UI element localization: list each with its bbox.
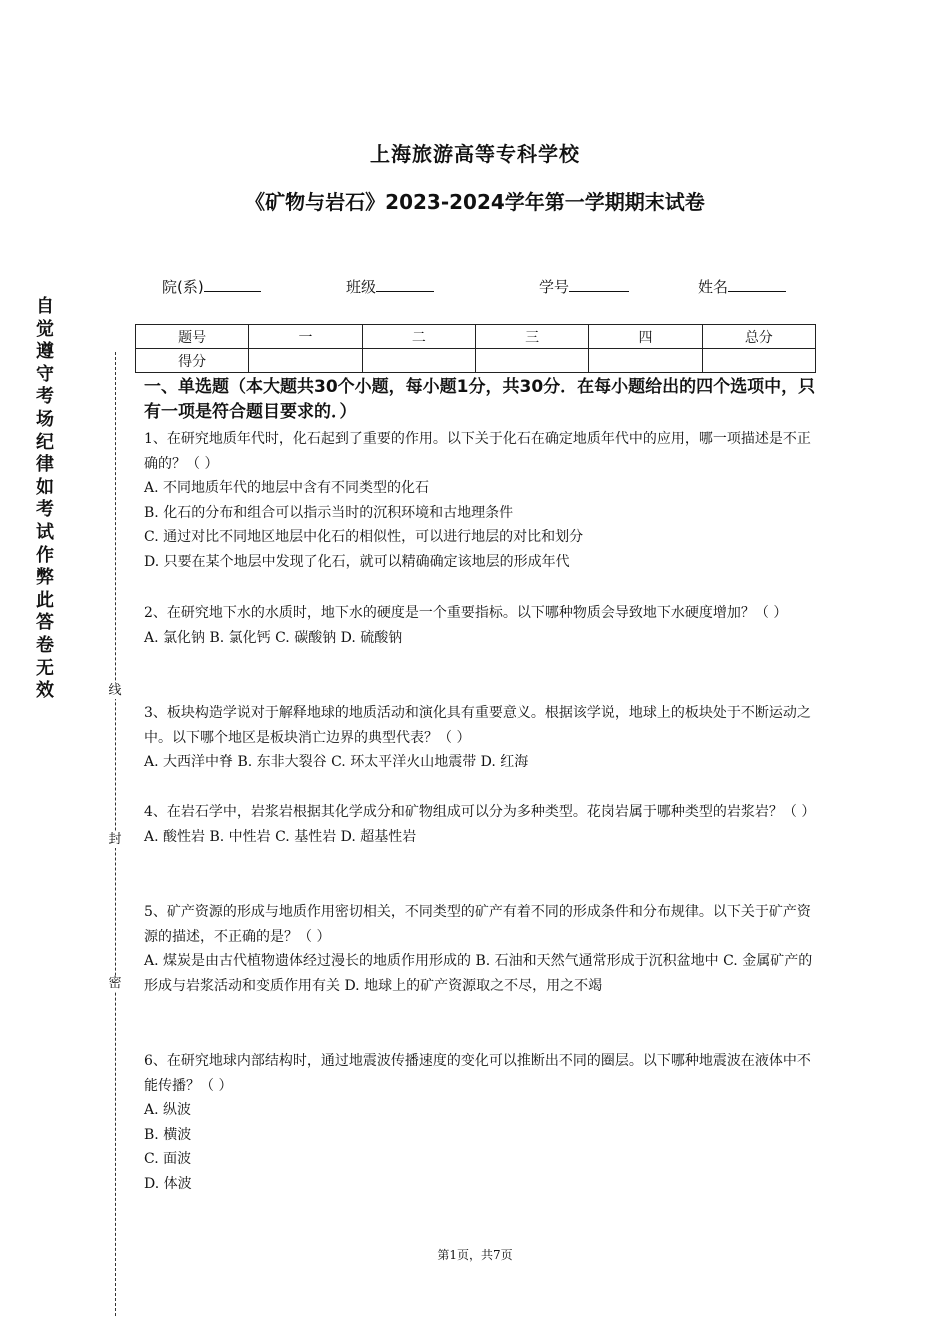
page-number: 第1页，共7页	[437, 1248, 513, 1262]
name-blank[interactable]	[728, 277, 786, 292]
class-label: 班级	[346, 278, 377, 296]
exam-title: 《矿物与岩石》2023-2024学年第一学期期末试卷	[245, 190, 705, 214]
name-label: 姓名	[698, 278, 729, 296]
answer-option: A. 不同地质年代的地层中含有不同类型的化石	[144, 480, 430, 496]
side-notice: 自觉遵守考场纪律如考试作弊此答卷无效	[36, 296, 54, 702]
score-header-cell: 题号	[136, 325, 249, 349]
answer-options: A. 大西洋中脊 B. 东非大裂谷 C. 环太平洋火山地震带 D. 红海	[144, 754, 529, 770]
question-4	[144, 800, 824, 849]
answer-option: D. 只要在某个地层中发现了化石，就可以精确确定该地层的形成年代	[144, 553, 570, 570]
seal-mark-secret: 密	[108, 976, 122, 991]
department-label: 院(系)	[162, 278, 204, 296]
student-id-blank[interactable]	[569, 277, 629, 292]
answer-options: A. 氯化钠 B. 氯化钙 C. 碳酸钠 D. 硫酸钠	[144, 629, 403, 646]
score-cell[interactable]	[362, 349, 475, 373]
answer-option: B. 横波	[144, 1126, 192, 1143]
score-header-cell: 三	[475, 325, 588, 349]
section-heading: 一、单选题（本大题共30个小题，每小题1分，共30分．在每小题给出的四个选项中，只有一项是符合题目要求的．）	[144, 377, 816, 422]
question-stem: 5、矿产资源的形成与地质作用密切相关，不同类型的矿产有着不同的形成条件和分布规律。以下关于矿产资源的描述，不正确的是？（ ）	[144, 904, 811, 945]
answer-option: C. 面波	[144, 1151, 192, 1167]
score-cell[interactable]	[589, 349, 702, 373]
score-cell[interactable]	[249, 349, 362, 373]
score-table	[135, 324, 816, 373]
score-cell[interactable]	[702, 349, 815, 373]
question-stem: 1、在研究地质年代时，化石起到了重要的作用。以下关于化石在确定地质年代中的应用，哪一项描述是不正确的？（ ）	[144, 431, 811, 472]
student-id-label: 学号	[539, 278, 570, 296]
seal-mark-seal: 封	[108, 832, 122, 847]
score-header-cell: 一	[249, 325, 362, 349]
score-row-label: 得分	[136, 349, 249, 373]
question-stem: 2、在研究地下水的水质时，地下水的硬度是一个重要指标。以下哪种物质会导致地下水硬度增加？（ ）	[144, 605, 788, 621]
class-blank[interactable]	[376, 277, 434, 292]
student-id-field	[539, 276, 629, 297]
score-header-cell: 二	[362, 325, 475, 349]
answer-option: A. 纵波	[144, 1102, 192, 1118]
school-title: 上海旅游高等专科学校	[370, 142, 580, 166]
class-field	[346, 276, 434, 297]
question-3	[144, 701, 824, 775]
question-stem: 4、在岩石学中，岩浆岩根据其化学成分和矿物组成可以分为多种类型。花岗岩属于哪种类型的岩浆岩？（ ）	[144, 804, 816, 820]
score-header-cell: 四	[589, 325, 702, 349]
department-field	[162, 276, 261, 297]
seal-mark-line: 线	[108, 683, 122, 698]
department-blank[interactable]	[204, 277, 261, 292]
answer-option: D. 体波	[144, 1175, 192, 1192]
score-header-cell: 总分	[702, 325, 815, 349]
question-1	[144, 427, 824, 574]
answer-options: A. 煤炭是由古代植物遗体经过漫长的地质作用形成的 B. 石油和天然气通常形成于沉积盆地中 C. 金属矿产的形成与岩浆活动和变质作用有关 D. 地球上的矿产资源取之不尽，用之不竭	[144, 953, 813, 994]
question-5	[144, 900, 824, 998]
score-cell[interactable]	[475, 349, 588, 373]
question-6	[144, 1049, 824, 1196]
answer-option: B. 化石的分布和组合可以指示当时的沉积环境和古地理条件	[144, 504, 514, 521]
score-table-score-row	[136, 349, 816, 373]
question-2	[144, 601, 824, 650]
name-field	[698, 276, 786, 297]
question-stem: 3、板块构造学说对于解释地球的地质活动和演化具有重要意义。根据该学说，地球上的板块处于不断运动之中。以下哪个地区是板块消亡边界的典型代表？（ ）	[144, 705, 811, 746]
answer-options: A. 酸性岩 B. 中性岩 C. 基性岩 D. 超基性岩	[144, 828, 417, 845]
question-stem: 6、在研究地球内部结构时，通过地震波传播速度的变化可以推断出不同的圈层。以下哪种地震波在液体中不能传播？（ ）	[144, 1053, 811, 1094]
score-table-header-row	[136, 325, 816, 349]
answer-option: C. 通过对比不同地区地层中化石的相似性，可以进行地层的对比和划分	[144, 529, 584, 545]
